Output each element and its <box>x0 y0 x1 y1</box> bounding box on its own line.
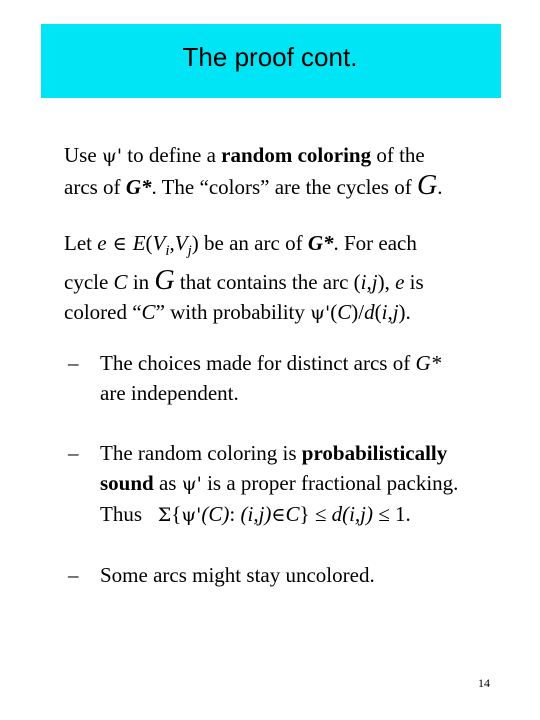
bullet-text <box>100 348 441 408</box>
psi-symbol: ψ' <box>101 145 123 167</box>
paragraph-line <box>64 297 424 328</box>
text: , <box>387 300 393 324</box>
graph-symbol: G* <box>415 351 442 375</box>
var-V: V <box>152 231 166 255</box>
var-C: C <box>285 502 300 526</box>
var-d: d <box>331 502 343 526</box>
text: to define a <box>122 143 222 167</box>
text: , <box>169 231 175 255</box>
text: . <box>437 175 443 199</box>
page-number: 14 <box>478 676 490 690</box>
text: is <box>404 270 424 294</box>
var-E: E <box>132 231 146 255</box>
text: that contains the arc ( <box>174 270 361 294</box>
script-g-symbol: G <box>416 170 438 201</box>
text: ( <box>145 231 153 255</box>
var-V: V <box>174 231 188 255</box>
bullet-line <box>100 499 458 530</box>
text: ” with probability <box>155 300 311 324</box>
formula-part: (i,j) <box>240 502 272 526</box>
var-C: C <box>141 300 156 324</box>
paragraph-line <box>64 171 442 202</box>
psi-symbol: ψ' <box>181 504 202 526</box>
text: Thus <box>100 502 158 526</box>
formula-part: (C) <box>201 502 230 526</box>
text: ≤ 1. <box>373 502 411 526</box>
paragraph-arc-coloring <box>64 228 424 328</box>
graph-symbol: G* <box>125 175 152 199</box>
element-of-symbol: ∈ <box>271 504 286 526</box>
text: : <box>229 502 241 526</box>
subscript-j: j <box>187 243 192 259</box>
var-d: d <box>364 300 375 324</box>
element-of-symbol: ∈ <box>106 233 133 255</box>
bold-term: probabilistically <box>301 441 448 465</box>
text: ). <box>398 300 411 324</box>
text: . For each <box>333 231 417 255</box>
paragraph-line <box>64 140 442 171</box>
text: )/ <box>351 300 365 324</box>
var-e: e <box>395 270 405 294</box>
bullet-text <box>100 560 375 590</box>
formula-part: (i,j) <box>342 502 374 526</box>
text: in <box>127 270 155 294</box>
bullet-line <box>100 348 441 378</box>
text: . The “colors” are the cycles of <box>151 175 417 199</box>
var-j: j <box>371 270 378 294</box>
text: ), <box>377 270 396 294</box>
text: of the <box>371 143 425 167</box>
bullet-dash: – <box>68 351 79 375</box>
psi-symbol: ψ' <box>181 473 202 495</box>
text: cycle <box>64 270 114 294</box>
bullet-dash: – <box>68 563 79 587</box>
paragraph-line <box>64 266 424 297</box>
bullet-line: Some arcs might stay uncolored. <box>100 563 375 587</box>
text: { <box>171 502 182 526</box>
text: The choices made for distinct arcs of <box>100 351 416 375</box>
text: Let <box>64 231 98 255</box>
bold-term: random coloring <box>221 143 372 167</box>
bullet-text <box>100 438 458 530</box>
psi-symbol: ψ' <box>310 302 331 324</box>
paragraph-random-coloring <box>64 140 442 202</box>
var-j: j <box>392 300 399 324</box>
graph-symbol: G* <box>307 231 334 255</box>
var-e: e <box>97 231 107 255</box>
var-i: i <box>381 300 388 324</box>
text: Use <box>64 143 102 167</box>
text: , <box>366 270 372 294</box>
slide-title: The proof cont. <box>182 42 358 72</box>
text: colored “ <box>64 300 142 324</box>
var-C: C <box>113 270 128 294</box>
text: as <box>153 471 182 495</box>
script-g-symbol: G <box>154 265 175 296</box>
sigma-symbol: Σ <box>157 504 172 526</box>
text: ) be an arc of <box>191 231 308 255</box>
bullet-dash: – <box>68 441 79 465</box>
subscript-i: i <box>165 243 170 259</box>
bold-term: sound <box>100 471 154 495</box>
var-C: C <box>337 300 352 324</box>
bullet-line <box>100 438 458 468</box>
text: } ≤ <box>299 502 332 526</box>
text: ( <box>330 300 338 324</box>
text: ( <box>374 300 382 324</box>
bullet-line <box>100 468 458 499</box>
text: The random coloring is <box>100 441 302 465</box>
text: arcs of <box>64 175 126 199</box>
var-i: i <box>360 270 367 294</box>
text: is a proper fractional packing. <box>201 471 459 495</box>
paragraph-line <box>64 228 424 266</box>
bullet-line: are independent. <box>100 381 239 405</box>
